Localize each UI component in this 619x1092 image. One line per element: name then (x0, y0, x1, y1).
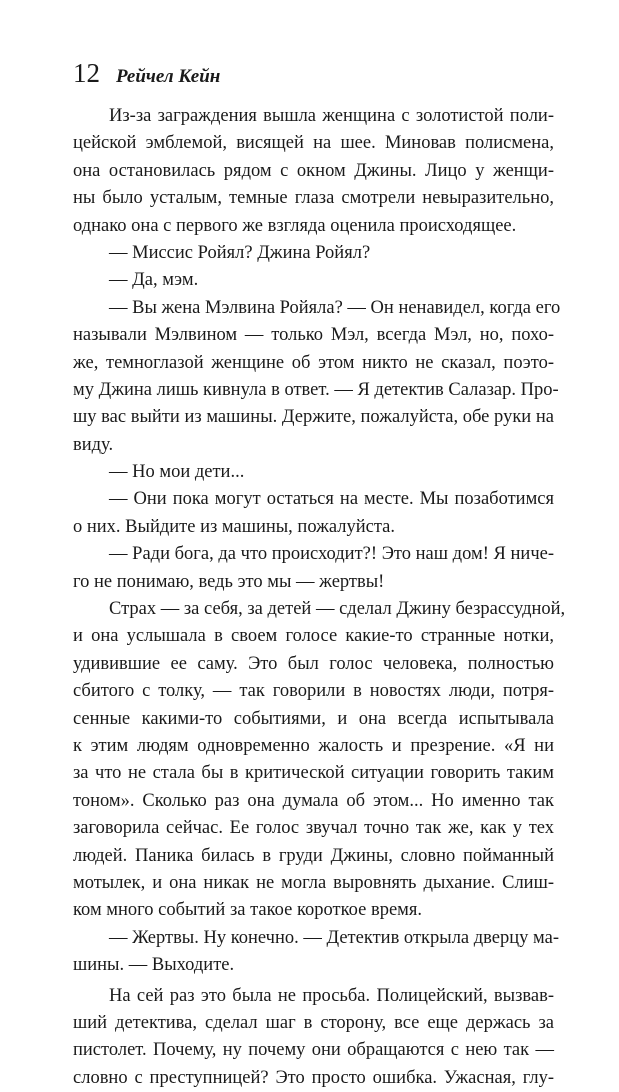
text-line: ший детектива, сделал шаг в сторону, все еще держась за (73, 1012, 554, 1033)
text-line: же, темноглазой женщине об этом никто не сказал, поэто- (73, 352, 554, 373)
page-number: 12 (73, 58, 100, 88)
text-line: сенные какими-то событиями, и она всегда испытывала (73, 708, 554, 729)
text-line: ком много событий за такое короткое время. (73, 900, 423, 921)
text-line: — Миссис Ройял? Джина Ройял? (109, 242, 371, 263)
text-line: людей. Паника билась в груди Джины, словно пойманный (73, 845, 554, 866)
text-line: — Ради бога, да что происходит?! Это наш дом! Я ниче- (109, 544, 554, 565)
text-line: — Вы жена Мэлвина Ройяла? — Он ненавидел, когда его (109, 297, 561, 318)
text-line: она остановилась рядом с окном Джины. Лицо у женщи- (73, 160, 554, 181)
text-line: — Они пока могут остаться на месте. Мы позаботимся (109, 489, 554, 510)
text-line: му Джина лишь кивнула в ответ. — Я детектив Салазар. Про- (73, 379, 559, 400)
text-line: — Но мои дети... (109, 462, 245, 483)
text-line: сбитого с толку, — так говорили в новостях люди, потря- (73, 681, 554, 702)
text-line: словно с преступницей? Это просто ошибка. Ужасная, глу- (73, 1067, 554, 1088)
text-line: пистолет. Почему, ну почему они обращаются с нею так — (73, 1040, 554, 1061)
page-header (73, 60, 220, 88)
text-line: Из-за заграждения вышла женщина с золотистой поли- (109, 106, 554, 126)
text-line: — Да, мэм. (109, 270, 199, 291)
text-line: и она услышала в своем голосе какие-то странные нотки, (73, 626, 554, 647)
text-line: называли Мэлвином — только Мэл, всегда Мэл, но, похо- (73, 325, 554, 346)
text-line: шу вас выйти из машины. Держите, пожалуйста, обе руки на (73, 407, 554, 428)
text-line: заговорила сейчас. Ее голос звучал точно так же, как у тех (73, 818, 554, 839)
text-line: На сей раз это была не просьба. Полицейский, вызвав- (109, 985, 554, 1006)
text-line: Страх — за себя, за детей — сделал Джину безрассудной, (109, 599, 566, 620)
text-line: о них. Выйдите из машины, пожалуйста. (73, 516, 396, 537)
text-line: цейской эмблемой, висящей на шее. Миновав полисмена, (73, 133, 554, 154)
text-line: тоном». Сколько раз она думала об этом... Но именно так (73, 790, 554, 811)
text-line: за что не стала бы в критической ситуации говорить таким (73, 763, 554, 784)
text-line: виду. (73, 434, 114, 455)
text-line: го не понимаю, ведь это мы — жертвы! (73, 571, 385, 592)
text-line: мотылек, и она никак не могла выровнять дыхание. Слиш- (73, 872, 554, 893)
body-text (73, 103, 566, 1092)
text-line: удивившие ее саму. Это был голос человека, полностью (73, 653, 554, 674)
text-line: шины. — Выходите. (73, 955, 235, 976)
text-line: однако она с первого же взгляда оценила происходящее. (73, 215, 517, 236)
text-line: к этим людям одновременно жалость и презрение. «Я ни (73, 735, 554, 756)
running-head-author: Рейчел Кейн (116, 66, 221, 87)
text-line: ны было усталым, темные глаза смотрели невыразительно, (73, 188, 554, 209)
text-line: — Жертвы. Ну конечно. — Детектив открыла дверцу ма- (109, 927, 559, 948)
